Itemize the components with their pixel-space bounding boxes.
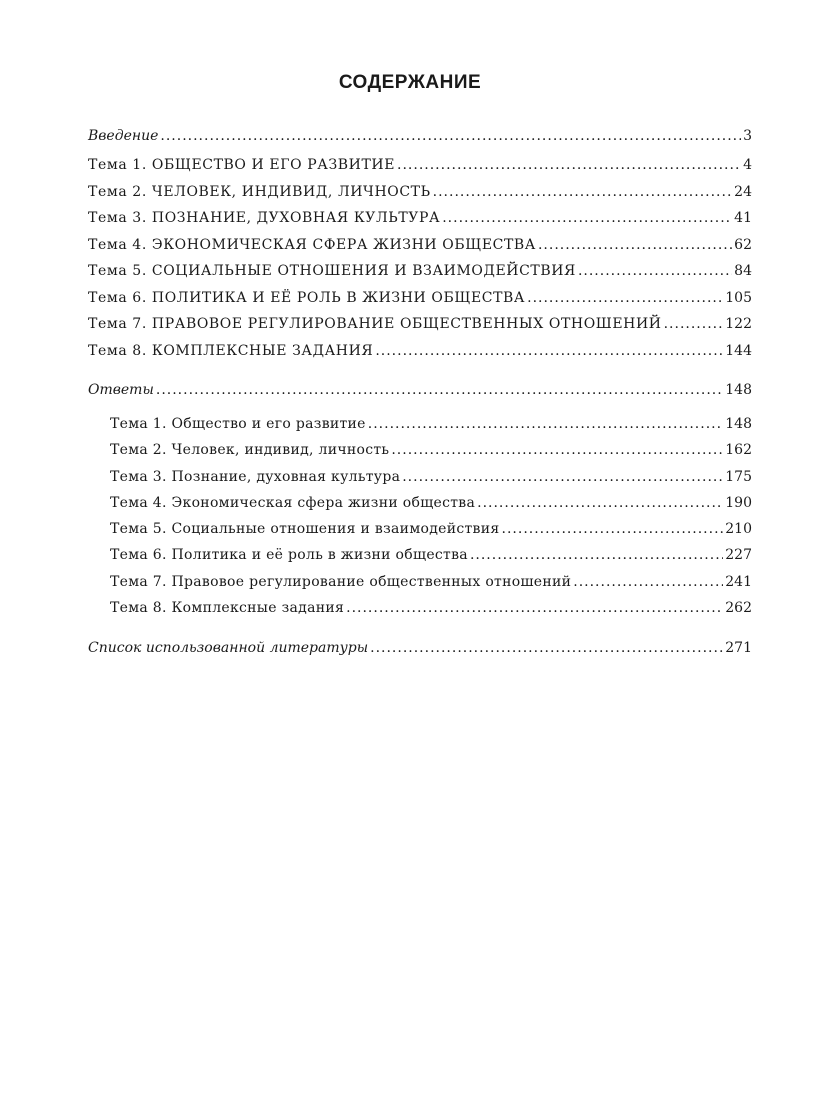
toc-entry-intro[interactable] (88, 128, 752, 155)
toc-entry-label: Тема 1. ОБЩЕСТВО И ЕГО РАЗВИТИЕ (88, 157, 396, 173)
toc-entry-page: 210 (725, 521, 752, 538)
toc-entry-page: 227 (725, 547, 752, 564)
dot-leader (442, 210, 732, 226)
toc-entry-page: 162 (725, 442, 752, 459)
toc-entry-label: Тема 6. Политика и её роль в жизни общества (110, 547, 468, 564)
dot-leader (573, 574, 723, 590)
toc-entry-literature[interactable] (88, 640, 752, 667)
toc-entry-label: Тема 7. ПРАВОВОЕ РЕГУЛИРОВАНИЕ ОБЩЕСТВЕННЫХ ОТНОШЕНИЙ (88, 316, 662, 332)
toc-answers-heading (88, 382, 752, 409)
toc-entry-topic-5[interactable] (88, 263, 752, 290)
dot-leader (397, 157, 741, 173)
toc-entry-label: Тема 7. Правовое регулирование общественных отношений (110, 573, 572, 590)
toc-entry-answer-3[interactable] (110, 469, 752, 495)
toc-entry-page: 144 (725, 342, 752, 359)
toc-entry-page: 175 (725, 468, 752, 485)
toc-entry-topic-2[interactable] (88, 184, 752, 211)
toc-entry-page: 41 (734, 210, 752, 226)
toc-entry-label: Тема 4. ЭКОНОМИЧЕСКАЯ СФЕРА ЖИЗНИ ОБЩЕСТВА (88, 236, 536, 253)
toc-entry-label: Тема 2. ЧЕЛОВЕК, ИНДИВИД, ЛИЧНОСТЬ (88, 183, 431, 200)
dot-leader (477, 495, 723, 511)
toc-topics (88, 157, 752, 369)
toc-entry-page: 4 (743, 157, 752, 173)
toc-entry-label: Тема 2. Человек, индивид, личность (110, 442, 390, 459)
toc-entry-page: 84 (734, 263, 752, 279)
toc-entry-label: Тема 5. СОЦИАЛЬНЫЕ ОТНОШЕНИЯ И ВЗАИМОДЕЙСТВИЯ (88, 263, 576, 279)
toc-entry-page: 271 (725, 640, 752, 656)
dot-leader (160, 128, 741, 144)
toc-entry-answer-4[interactable] (110, 495, 752, 521)
toc-entry-page: 105 (725, 289, 752, 306)
dot-leader (538, 237, 732, 253)
toc-entry-topic-8[interactable] (88, 343, 752, 370)
dot-leader (375, 343, 723, 359)
toc-intro (88, 128, 752, 155)
toc-entry-topic-3[interactable] (88, 210, 752, 237)
toc-answers (110, 416, 752, 626)
toc-entry-page: 190 (725, 494, 752, 511)
dot-leader (368, 416, 723, 432)
toc-entry-answers[interactable] (88, 382, 752, 409)
dot-leader (156, 382, 723, 398)
toc-entry-label: Тема 5. Социальные отношения и взаимодействия (110, 521, 500, 538)
toc-entry-topic-6[interactable] (88, 290, 752, 317)
dot-leader (370, 640, 723, 656)
toc-entry-page: 148 (725, 382, 752, 398)
toc-entry-label: Список использованной литературы (88, 640, 369, 656)
toc-entry-label: Ответы (88, 382, 154, 398)
dot-leader (470, 547, 723, 563)
dot-leader (527, 290, 723, 306)
toc-literature (88, 640, 752, 667)
toc-entry-page: 24 (734, 183, 752, 200)
toc-entry-answer-1[interactable] (110, 416, 752, 442)
toc-entry-answer-8[interactable] (110, 600, 752, 626)
toc-entry-answer-7[interactable] (110, 574, 752, 600)
toc-entry-label: Тема 4. Экономическая сфера жизни общества (110, 494, 476, 511)
toc-entry-label: Тема 6. ПОЛИТИКА И ЕЁ РОЛЬ В ЖИЗНИ ОБЩЕСТВА (88, 289, 526, 306)
toc-entry-label: Тема 8. КОМПЛЕКСНЫЕ ЗАДАНИЯ (88, 342, 374, 359)
toc-entry-label: Введение (88, 128, 159, 144)
toc-entry-label: Тема 3. Познание, духовная культура (110, 468, 401, 485)
toc-entry-page: 262 (725, 600, 752, 617)
dot-leader (578, 263, 732, 279)
toc-entry-topic-1[interactable] (88, 157, 752, 184)
dot-leader (402, 469, 723, 485)
dot-leader (433, 184, 733, 200)
toc-entry-answer-5[interactable] (110, 521, 752, 547)
dot-leader (502, 521, 724, 537)
dot-leader (664, 316, 724, 332)
toc-entry-topic-7[interactable] (88, 316, 752, 343)
toc-entry-label: Тема 1. Общество и его развитие (110, 416, 366, 432)
toc-entry-topic-4[interactable] (88, 237, 752, 264)
toc-entry-label: Тема 8. Комплексные задания (110, 600, 345, 617)
toc-entry-answer-2[interactable] (110, 442, 752, 468)
toc-entry-page: 62 (734, 236, 752, 253)
toc-entry-page: 3 (743, 128, 752, 144)
dot-leader (346, 600, 723, 616)
dot-leader (391, 442, 723, 458)
toc-entry-answer-6[interactable] (110, 547, 752, 573)
toc-entry-page: 148 (725, 416, 752, 432)
toc-entry-label: Тема 3. ПОЗНАНИЕ, ДУХОВНАЯ КУЛЬТУРА (88, 210, 441, 226)
toc-entry-page: 122 (725, 316, 752, 332)
toc-entry-page: 241 (725, 573, 752, 590)
page-title: СОДЕРЖАНИЕ (338, 72, 482, 93)
